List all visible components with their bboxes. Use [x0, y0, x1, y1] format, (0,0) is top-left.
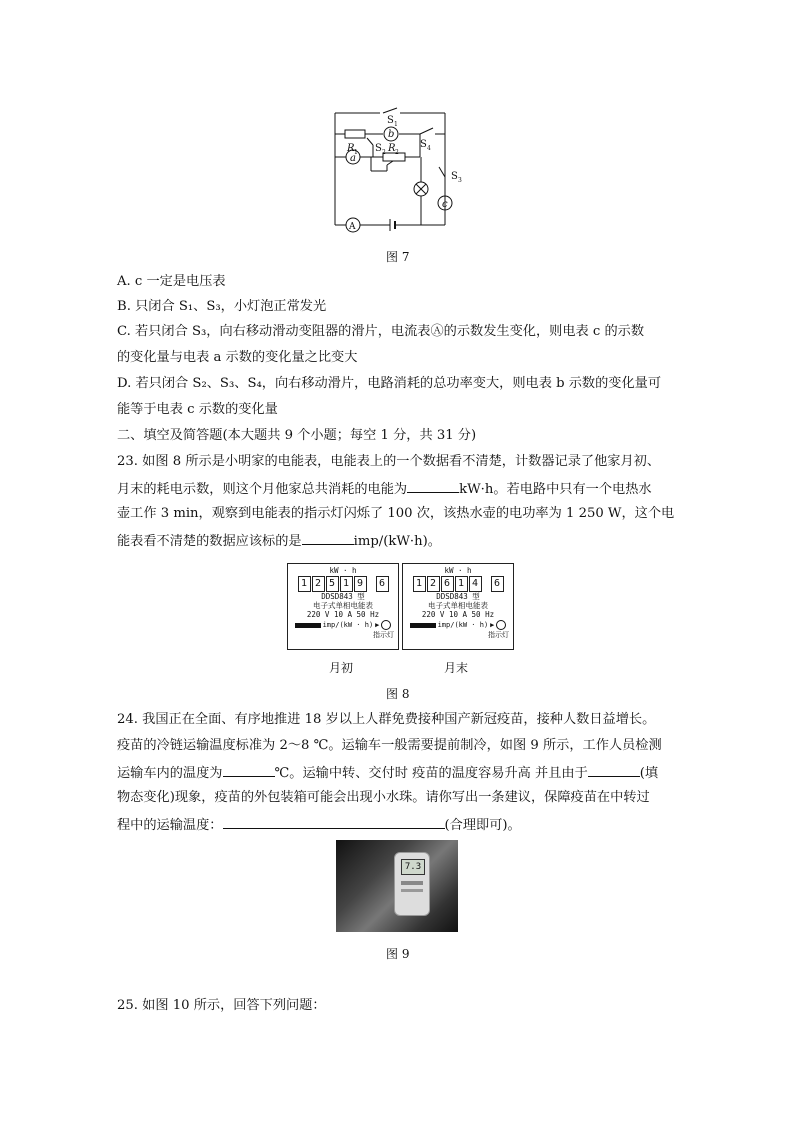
indicator-light-icon [496, 620, 506, 630]
label-s1: S [387, 115, 394, 126]
q25-line1: 25. 如图 10 所示，回答下列问题： [117, 998, 326, 1013]
option-d-cont: 能等于电表 c 示数的变化量 [117, 402, 278, 417]
option-c: C. 若只闭合 S₃，向右移动滑动变阻器的滑片，电流表Ⓐ的示数发生变化，则电表 c 的示数 [117, 324, 645, 339]
meter-end-label: 月末 [444, 661, 469, 675]
meter-digits: 1 2 6 1 4 6 [403, 576, 513, 592]
q24-line5: 程中的运输温度： (合理即可)。 [117, 814, 521, 836]
figure-8-caption: 图 8 [386, 687, 410, 701]
ammeter-label: A [349, 222, 356, 232]
answer-blank[interactable] [407, 478, 459, 493]
svg-text:R: R [347, 143, 355, 154]
indicator-light-icon [381, 620, 391, 630]
answer-blank[interactable] [302, 530, 354, 545]
svg-text:3: 3 [458, 177, 462, 184]
answer-blank[interactable] [223, 814, 445, 829]
circuit-diagram [325, 105, 475, 240]
svg-text:S: S [420, 139, 427, 150]
svg-text:2: 2 [382, 149, 386, 156]
meter-b-label: b [388, 129, 395, 140]
q24-line2: 疫苗的冷链运输温度标准为 2～8 ℃。运输车一般需要提前制冷，如图 9 所示，工作人员检测 [117, 738, 662, 753]
q24-line3: 运输车内的温度为 ℃。运输中转、交付时 疫苗的温度容易升高 并且由于 (填 [117, 762, 658, 784]
meter-end: kW · h 1 2 6 1 4 6 DDSD843 型 电子式单相电能表 220 V 10 A 50 Hz imp/(kW · h) ▶ 指示灯 [402, 563, 514, 650]
svg-text:4: 4 [427, 145, 431, 152]
thermometer-device [394, 852, 430, 916]
svg-text:R: R [388, 143, 396, 154]
thermometer-display: 7.3 [401, 859, 425, 875]
svg-text:1: 1 [394, 121, 398, 128]
answer-blank[interactable] [223, 762, 275, 777]
obscured-value [295, 623, 321, 628]
thermometer-photo [336, 840, 458, 932]
meter-a-label: a [350, 153, 356, 164]
svg-text:S: S [375, 143, 382, 154]
option-a: A. c 一定是电压表 [117, 274, 226, 289]
meter-digits: 1 2 5 1 9 6 [288, 576, 398, 592]
answer-blank[interactable] [588, 762, 640, 777]
q23-line1: 23. 如图 8 所示是小明家的电能表，电能表上的一个数据看不清楚，计数器记录了他家月初、 [117, 454, 661, 469]
option-b: B. 只闭合 S₁、S₃，小灯泡正常发光 [117, 299, 327, 314]
option-d: D. 若只闭合 S₂、S₃、S₄，向右移动滑片，电路消耗的总功率变大，则电表 b 示数的变化量可 [117, 376, 662, 391]
svg-text:1: 1 [354, 149, 358, 156]
q23-line3: 壶工作 3 min，观察到电能表的指示灯闪烁了 100 次，该热水壶的电功率为 1 250 W，这个电 [117, 506, 675, 521]
meter-start-label: 月初 [329, 661, 354, 675]
meter-start: kW · h 1 2 5 1 9 6 DDSD843 型 电子式单相电能表 220 V 10 A 50 Hz imp/(kW · h) ▶ 指示灯 [287, 563, 399, 650]
svg-text:S: S [451, 171, 458, 182]
q23-line2: 月末的耗电示数，则这个月他家总共消耗的电能为 kW·h。若电路中只有一个电热水 [117, 478, 652, 500]
q24-line4: 物态变化)现象，疫苗的外包装箱可能会出现小水珠。请你写出一条建议，保障疫苗在中转过 [117, 790, 650, 805]
meter-c-label: c [442, 199, 448, 210]
figure-7-caption: 图 7 [386, 250, 410, 264]
obscured-value [410, 623, 436, 628]
section-title: 二、填空及简答题(本大题共 9 个小题；每空 1 分，共 31 分) [117, 428, 477, 443]
figure-9-caption: 图 9 [386, 947, 410, 961]
q23-line4: 能表看不清楚的数据应该标的是 imp/(kW·h)。 [117, 530, 441, 552]
svg-text:2: 2 [395, 149, 399, 156]
q24-line1: 24. 我国正在全面、有序地推进 18 岁以上人群免费接种国产新冠疫苗，接种人数日益增长。 [117, 712, 656, 727]
option-c-cont: 的变化量与电表 a 示数的变化量之比变大 [117, 350, 358, 365]
